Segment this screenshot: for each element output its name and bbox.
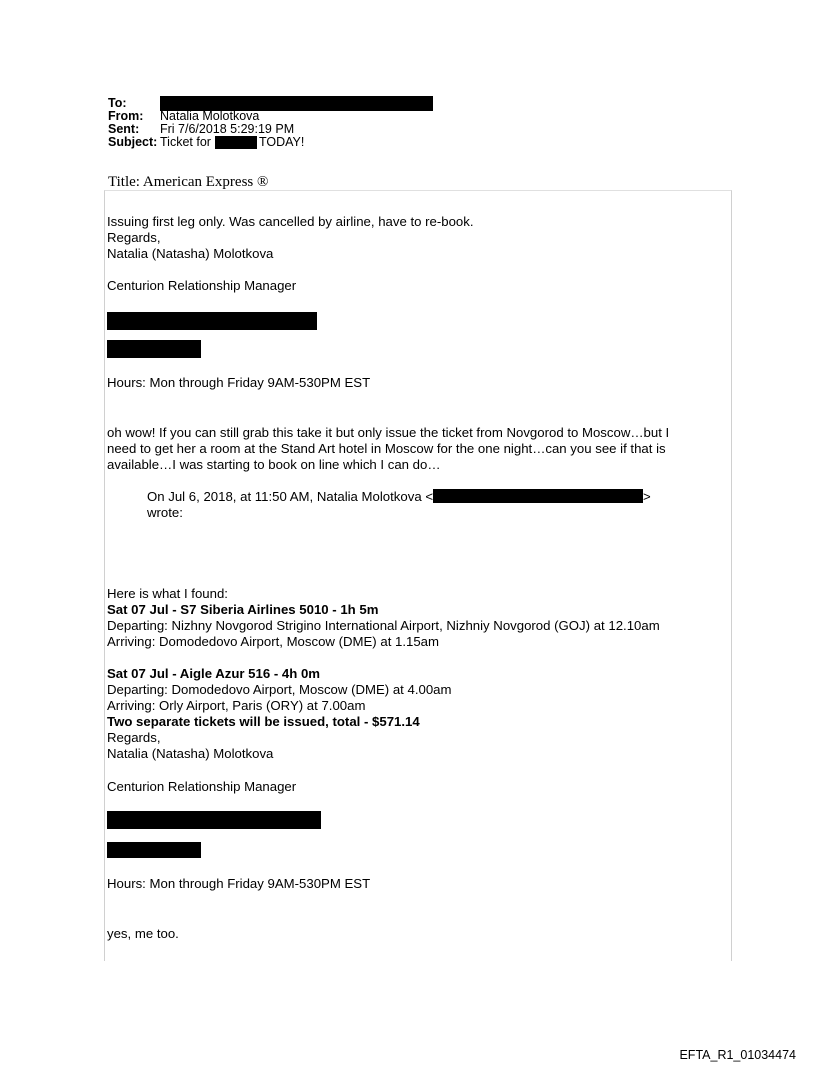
ticket-total: Two separate tickets will be issued, total - $571.14 <box>107 714 420 729</box>
redaction-bar <box>107 340 201 358</box>
quote-wrote: wrote: <box>147 505 183 520</box>
quote-header-text: On Jul 6, 2018, at 11:50 AM, Natalia Molotkova < <box>147 489 434 504</box>
body-line: Issuing first leg only. Was cancelled by airline, have to re-book. <box>107 214 474 229</box>
redaction-bar <box>107 811 321 829</box>
body-line: Here is what I found: <box>107 586 228 601</box>
body-line: oh wow! If you can still grab this take it but only issue the ticket from Novgorod to Moscow…but I <box>107 425 670 440</box>
flight-detail: Departing: Domodedovo Airport, Moscow (DME) at 4.00am <box>107 682 452 697</box>
redaction-bar <box>433 489 643 503</box>
redaction-bar <box>107 312 317 330</box>
to-label: To: <box>108 96 127 110</box>
body-line: yes, me too. <box>107 926 179 941</box>
body-line: available…I was starting to book on line which I can do… <box>107 457 441 472</box>
flight-detail: Departing: Nizhny Novgorod Strigino International Airport, Nizhniy Novgorod (GOJ) at 12.10am <box>107 618 660 633</box>
subject-prefix: Ticket for <box>160 135 211 149</box>
hours-line: Hours: Mon through Friday 9AM-530PM EST <box>107 375 371 390</box>
flight-detail: Arriving: Orly Airport, Paris (ORY) at 7.00am <box>107 698 366 713</box>
signature-title: Centurion Relationship Manager <box>107 779 297 794</box>
flight-heading: Sat 07 Jul - Aigle Azur 516 - 4h 0m <box>107 666 321 681</box>
body-line: Regards, <box>107 230 161 245</box>
from-label: From: <box>108 109 144 123</box>
signature-name: Natalia (Natasha) Molotkova <box>107 746 274 761</box>
hours-line: Hours: Mon through Friday 9AM-530PM EST <box>107 876 371 891</box>
body-line: need to get her a room at the Stand Art hotel in Moscow for the one night…can you see if that is <box>107 441 666 456</box>
sent-label: Sent: <box>108 122 140 136</box>
subject-label: Subject: <box>108 135 158 149</box>
sent-value: Fri 7/6/2018 5:29:19 PM <box>160 122 295 136</box>
redaction-bar <box>215 136 257 149</box>
body-line: Regards, <box>107 730 161 745</box>
redaction-bar <box>107 842 201 858</box>
quote-header-end: > <box>643 489 651 504</box>
bates-number: EFTA_R1_01034474 <box>679 1048 796 1062</box>
subject-suffix: TODAY! <box>258 135 305 149</box>
signature-name: Natalia (Natasha) Molotkova <box>107 246 274 261</box>
email-header <box>108 97 433 149</box>
title-line: Title: American Express ® <box>108 174 269 190</box>
flight-heading: Sat 07 Jul - S7 Siberia Airlines 5010 - 1h 5m <box>107 602 379 617</box>
signature-title: Centurion Relationship Manager <box>107 278 297 293</box>
quote-header <box>147 489 651 505</box>
from-value: Natalia Molotkova <box>160 109 260 123</box>
flight-detail: Arriving: Domodedovo Airport, Moscow (DME) at 1.15am <box>107 634 440 649</box>
